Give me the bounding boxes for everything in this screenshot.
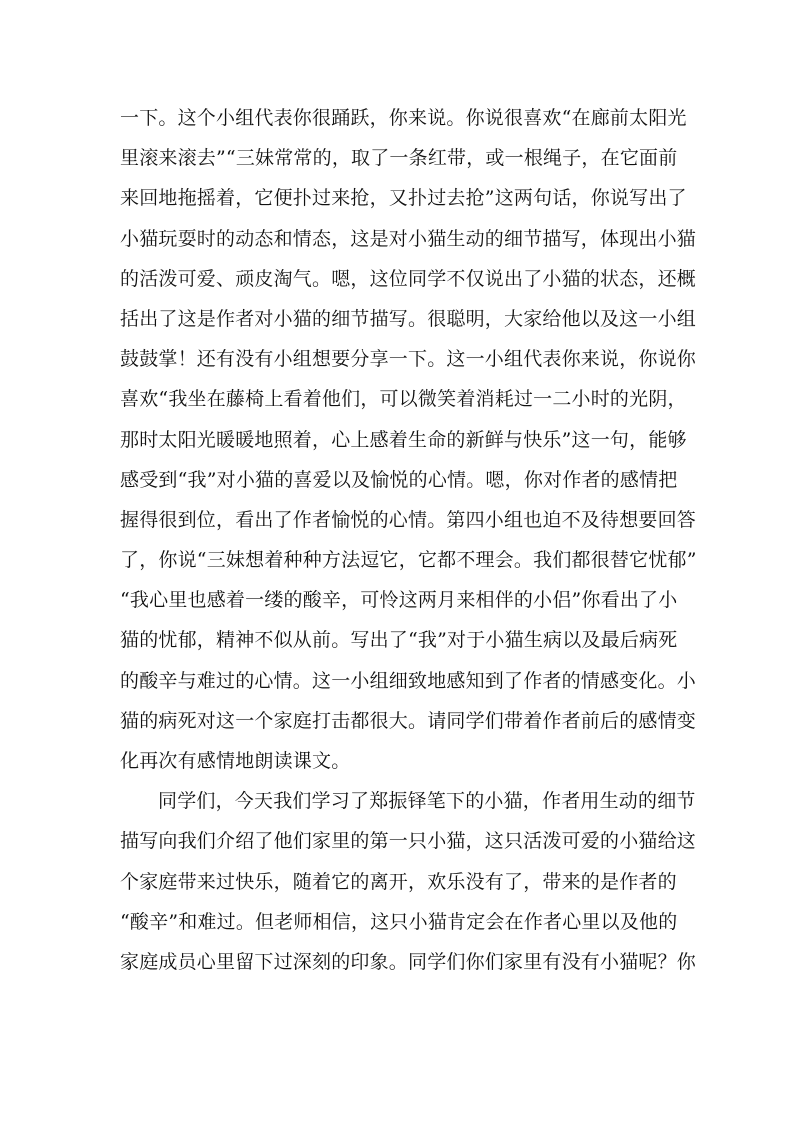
text-line: 里滚来滚去”“三妹常常的，取了一条红带，或一根绳子，在它面前 bbox=[120, 147, 678, 170]
text-line: 猫的病死对这一个家庭打击都很大。请同学们带着作者前后的感情变 bbox=[120, 709, 697, 732]
text-line: 来回地拖摇着，它便扑过来抢，又扑过去抢”这两句话，你说写出了 bbox=[120, 187, 687, 210]
text-line: 的活泼可爱、顽皮淘气。嗯，这位同学不仅说出了小猫的状态，还概 bbox=[120, 267, 697, 290]
text-line: 的酸辛与难过的心情。这一小组细致地感知到了作者的情感变化。小 bbox=[120, 669, 697, 692]
text-line: “我心里也感着一缕的酸辛，可怜这两月来相伴的小侣”你看出了小 bbox=[120, 589, 678, 612]
text-line: 同学们，今天我们学习了郑振铎笔下的小猫，作者用生动的细节 bbox=[158, 790, 696, 813]
text-line: 感受到“我”对小猫的喜爱以及愉悦的心情。嗯，你对作者的感情把 bbox=[120, 468, 678, 491]
text-line: 家庭成员心里留下过深刻的印象。同学们你们家里有没有小猫呢？你 bbox=[120, 950, 697, 973]
text-line: 喜欢“我坐在藤椅上看着他们，可以微笑着消耗过一二小时的光阴， bbox=[120, 388, 687, 411]
text-line: 描写向我们介绍了他们家里的第一只小猫，这只活泼可爱的小猫给这 bbox=[120, 830, 697, 853]
text-line: 一下。这个小组代表你很踊跃，你来说。你说很喜欢“在廊前太阳光 bbox=[120, 107, 687, 129]
paragraph-2 bbox=[120, 781, 697, 982]
text-line: 个家庭带来过快乐，随着它的离开，欢乐没有了，带来的是作者的 bbox=[120, 870, 677, 893]
document-body bbox=[120, 98, 697, 982]
text-line: 化再次有感情地朗读课文。 bbox=[120, 750, 351, 772]
text-line: 了，你说“三妹想着种种方法逗它，它都不理会。我们都很替它忧郁” bbox=[120, 549, 697, 572]
text-line: 小猫玩耍时的动态和情态，这是对小猫生动的细节描写，体现出小猫 bbox=[120, 227, 697, 250]
text-line: 鼓鼓掌！还有没有小组想要分享一下。这一小组代表你来说，你说你 bbox=[120, 348, 697, 371]
text-line: 括出了这是作者对小猫的细节描写。很聪明，大家给他以及这一小组 bbox=[120, 307, 697, 330]
text-line: 那时太阳光暖暖地照着，心上感着生命的新鲜与快乐”这一句，能够 bbox=[120, 428, 687, 451]
text-line: “酸辛”和难过。但老师相信，这只小猫肯定会在作者心里以及他的 bbox=[120, 910, 678, 933]
text-line: 握得很到位，看出了作者愉悦的心情。第四小组也迫不及待想要回答 bbox=[120, 508, 697, 531]
paragraph-1 bbox=[120, 98, 697, 781]
text-line: 猫的忧郁，精神不似从前。写出了“我”对于小猫生病以及最后病死 bbox=[120, 629, 678, 652]
